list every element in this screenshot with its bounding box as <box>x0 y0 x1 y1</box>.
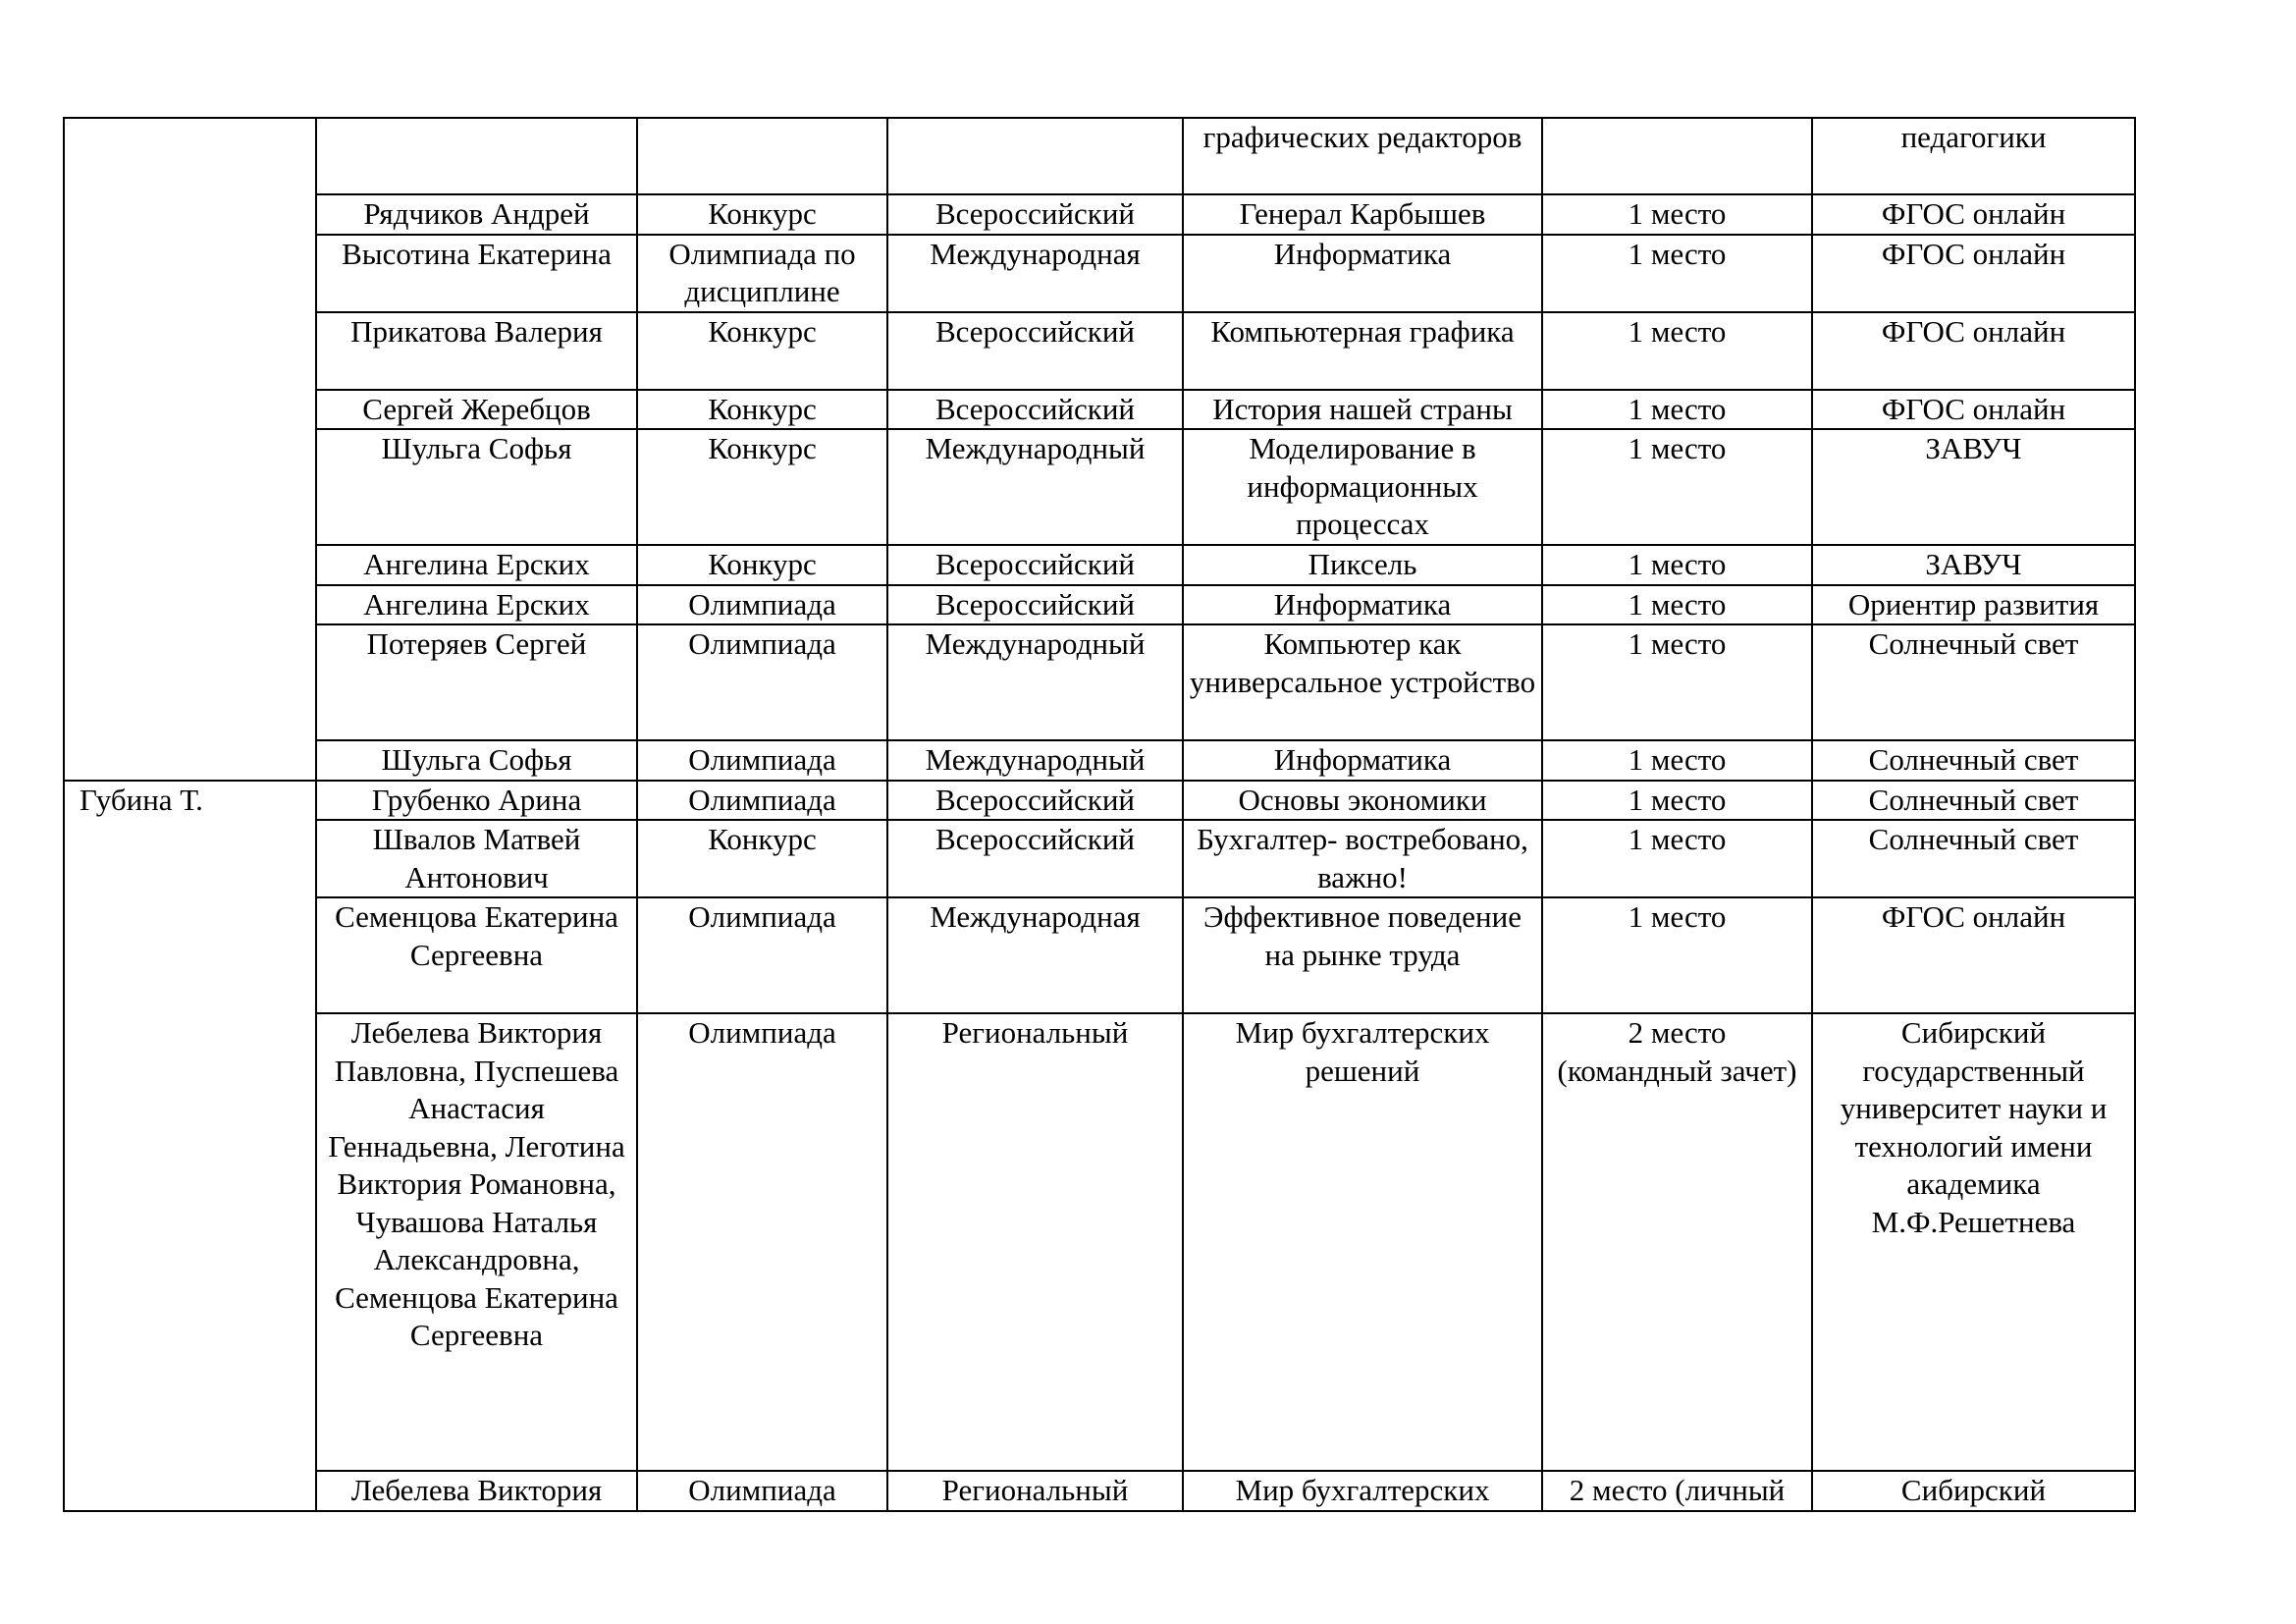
student-cell: Лебелева Виктория Павловна, Пуспешева Анастасия Геннадьевна, Леготина Виктория Романовна, Чувашова Наталья Александровна, Семенцова Екатерина Сергеевна <box>316 1013 637 1471</box>
student-cell: Шульга Софья <box>316 740 637 781</box>
student-cell: Шульга Софья <box>316 429 637 545</box>
event-type-cell: Конкурс <box>637 194 887 235</box>
result-cell: 1 место <box>1542 740 1812 781</box>
table-row <box>64 585 2135 625</box>
result-cell: 1 место <box>1542 781 1812 821</box>
table-row <box>64 312 2135 390</box>
level-cell: Всероссийский <box>887 545 1183 585</box>
event-type-cell: Конкурс <box>637 820 887 897</box>
result-cell: 1 место <box>1542 897 1812 1013</box>
organizer-cell: ФГОС онлайн <box>1812 390 2135 430</box>
result-cell: 2 место (командный зачет) <box>1542 1013 1812 1471</box>
level-cell: Международная <box>887 897 1183 1013</box>
event-type-cell: Олимпиада <box>637 585 887 625</box>
event-type-cell: Конкурс <box>637 429 887 545</box>
level-cell: Всероссийский <box>887 312 1183 390</box>
table-row <box>64 1013 2135 1471</box>
organizer-cell: Солнечный свет <box>1812 781 2135 821</box>
event-type-cell: Олимпиада <box>637 781 887 821</box>
level-cell: Всероссийский <box>887 781 1183 821</box>
topic-cell: графических редакторов <box>1183 118 1542 194</box>
organizer-cell: Солнечный свет <box>1812 624 2135 740</box>
organizer-cell: Сибирский государственный университет науки и технологий имени академика М.Ф.Решетнева <box>1812 1013 2135 1471</box>
table-row <box>64 194 2135 235</box>
topic-cell: Бухгалтер- востребовано, важно! <box>1183 820 1542 897</box>
table-row <box>64 118 2135 194</box>
level-cell: Региональный <box>887 1013 1183 1471</box>
event-type-cell: Конкурс <box>637 390 887 430</box>
organizer-cell: Солнечный свет <box>1812 740 2135 781</box>
topic-cell: Пиксель <box>1183 545 1542 585</box>
student-cell: Высотина Екатерина <box>316 235 637 312</box>
table-row <box>64 624 2135 740</box>
result-cell: 1 место <box>1542 429 1812 545</box>
event-type-cell: Олимпиада <box>637 1471 887 1511</box>
topic-cell: История нашей страны <box>1183 390 1542 430</box>
table-row <box>64 1471 2135 1511</box>
event-type-cell: Олимпиада <box>637 897 887 1013</box>
organizer-cell: ФГОС онлайн <box>1812 897 2135 1013</box>
result-cell: 1 место <box>1542 312 1812 390</box>
student-cell <box>316 118 637 194</box>
level-cell: Международный <box>887 624 1183 740</box>
student-cell: Ангелина Ерских <box>316 585 637 625</box>
student-cell: Ангелина Ерских <box>316 545 637 585</box>
table-row <box>64 897 2135 1013</box>
organizer-cell: Сибирский <box>1812 1471 2135 1511</box>
student-cell: Лебелева Виктория <box>316 1471 637 1511</box>
topic-cell: Эффективное поведение на рынке труда <box>1183 897 1542 1013</box>
event-type-cell: Олимпиада <box>637 740 887 781</box>
level-cell <box>887 118 1183 194</box>
result-cell: 1 место <box>1542 235 1812 312</box>
level-cell: Всероссийский <box>887 820 1183 897</box>
organizer-cell: ФГОС онлайн <box>1812 312 2135 390</box>
topic-cell: Информатика <box>1183 585 1542 625</box>
student-cell: Рядчиков Андрей <box>316 194 637 235</box>
result-cell: 1 место <box>1542 545 1812 585</box>
level-cell: Международный <box>887 740 1183 781</box>
result-cell: 1 место <box>1542 194 1812 235</box>
result-cell <box>1542 118 1812 194</box>
table-row <box>64 740 2135 781</box>
topic-cell: Генерал Карбышев <box>1183 194 1542 235</box>
organizer-cell: педагогики <box>1812 118 2135 194</box>
teacher-cell: Губина Т. <box>64 781 316 1511</box>
level-cell: Всероссийский <box>887 194 1183 235</box>
table-row <box>64 390 2135 430</box>
topic-cell: Основы экономики <box>1183 781 1542 821</box>
topic-cell: Компьютер как универсальное устройство <box>1183 624 1542 740</box>
result-cell: 1 место <box>1542 585 1812 625</box>
topic-cell: Мир бухгалтерских <box>1183 1471 1542 1511</box>
level-cell: Международная <box>887 235 1183 312</box>
table-row <box>64 235 2135 312</box>
event-type-cell: Олимпиада по дисциплине <box>637 235 887 312</box>
result-cell: 2 место (личный <box>1542 1471 1812 1511</box>
topic-cell: Компьютерная графика <box>1183 312 1542 390</box>
topic-cell: Моделирование в информационных процессах <box>1183 429 1542 545</box>
organizer-cell: Солнечный свет <box>1812 820 2135 897</box>
awards-table <box>63 117 2136 1512</box>
organizer-cell: ЗАВУЧ <box>1812 545 2135 585</box>
organizer-cell: ФГОС онлайн <box>1812 235 2135 312</box>
topic-cell: Информатика <box>1183 740 1542 781</box>
level-cell: Всероссийский <box>887 390 1183 430</box>
event-type-cell: Олимпиада <box>637 624 887 740</box>
student-cell: Сергей Жеребцов <box>316 390 637 430</box>
student-cell: Швалов Матвей Антонович <box>316 820 637 897</box>
topic-cell: Мир бухгалтерских решений <box>1183 1013 1542 1471</box>
table-row <box>64 820 2135 897</box>
event-type-cell: Олимпиада <box>637 1013 887 1471</box>
level-cell: Международный <box>887 429 1183 545</box>
table-row <box>64 545 2135 585</box>
organizer-cell: ФГОС онлайн <box>1812 194 2135 235</box>
organizer-cell: Ориентир развития <box>1812 585 2135 625</box>
result-cell: 1 место <box>1542 624 1812 740</box>
teacher-cell <box>64 118 316 781</box>
level-cell: Всероссийский <box>887 585 1183 625</box>
event-type-cell: Конкурс <box>637 545 887 585</box>
table-row <box>64 781 2135 821</box>
topic-cell: Информатика <box>1183 235 1542 312</box>
student-cell: Грубенко Арина <box>316 781 637 821</box>
level-cell: Региональный <box>887 1471 1183 1511</box>
organizer-cell: ЗАВУЧ <box>1812 429 2135 545</box>
result-cell: 1 место <box>1542 390 1812 430</box>
student-cell: Потеряев Сергей <box>316 624 637 740</box>
result-cell: 1 место <box>1542 820 1812 897</box>
event-type-cell <box>637 118 887 194</box>
event-type-cell: Конкурс <box>637 312 887 390</box>
table-row <box>64 429 2135 545</box>
student-cell: Прикатова Валерия <box>316 312 637 390</box>
student-cell: Семенцова Екатерина Сергеевна <box>316 897 637 1013</box>
